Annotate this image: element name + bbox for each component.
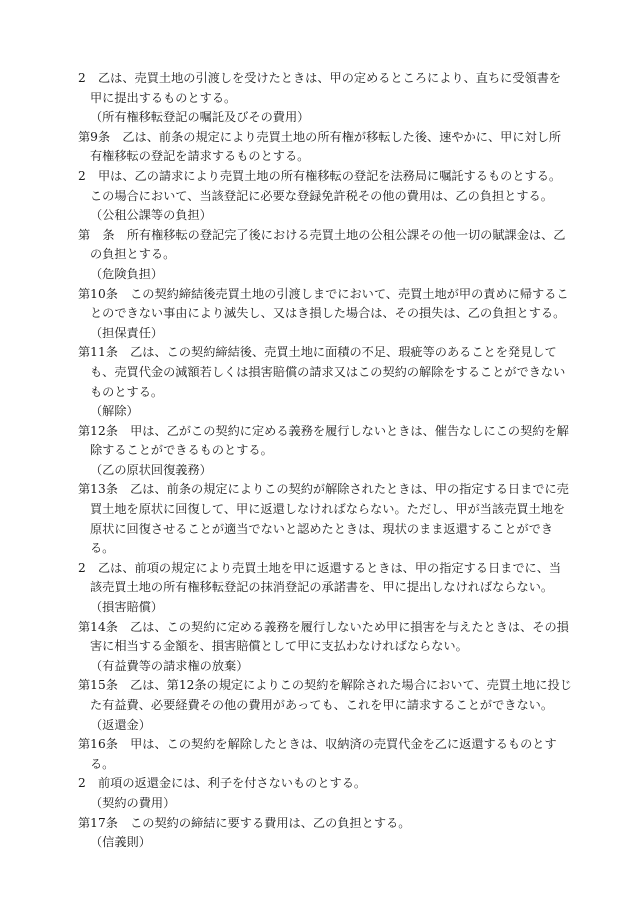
sub-paragraph — [78, 559, 572, 598]
number-gap — [118, 287, 130, 301]
article-clause — [78, 343, 572, 402]
sub-paragraph — [78, 774, 572, 794]
clause-text: 甲は、乙の請求により売買土地の所有権移転の登記を法務局に嘱託するものとする。この場合において、当該登記に必要な登録免許税その他の費用は、乙の負担とする。 — [90, 168, 562, 203]
article-heading: （信義則） — [90, 835, 151, 850]
clause-text: 乙は、前項の規定により売買土地を甲に返還するときは、甲の指定する日までに、当該売買土地の所有権移転登記の抹消登記の承諾書を、甲に提出しなければならない。 — [90, 560, 562, 595]
clause-text: 所有権移転の登記完了後における売買土地の公租公課その他一切の賦課金は、乙の負担とする。 — [90, 227, 566, 262]
clause-text: この契約締結後売買土地の引渡しまでにおいて、売買土地が甲の責めに帰することのできない事由により滅失し、又はき損した場合は、その損失は、乙の負担とする。 — [90, 286, 569, 321]
clause-text: 前項の返還金には、利子を付さないものとする。 — [97, 776, 367, 791]
clause-text: 乙は、前条の規定によりこの契約が解除されたときは、甲の指定する日までに売買土地を原状に回復して、甲に返還しなければならない。ただし、甲が当該売買土地を原状に回復させることが適当でないと認めたときは、現状のまま返還することができる。 — [90, 482, 569, 556]
paragraph-number: 2 — [78, 71, 86, 85]
number-gap — [118, 482, 130, 496]
article-number: 第 条 — [78, 227, 115, 242]
article-heading: （有益費等の請求権の放棄） — [90, 658, 249, 673]
number-gap — [118, 678, 130, 692]
clause-text: 乙は、この契約に定める義務を履行しないため甲に損害を与えたときは、その損害に相当する金額を、損害賠償として甲に支払わなければならない。 — [90, 619, 569, 654]
clause-text: 甲は、この契約を解除したときは、収納済の売買代金を乙に返還するものとする。 — [90, 737, 557, 771]
article-number: 第9条 — [78, 129, 111, 144]
number-gap — [86, 71, 98, 85]
article-clause — [78, 480, 572, 558]
article-heading: （解除） — [90, 404, 139, 419]
article-heading: （返還金） — [90, 717, 151, 732]
article-number: 第15条 — [78, 678, 118, 693]
contract-body — [78, 69, 572, 853]
sub-paragraph — [78, 167, 572, 206]
number-gap — [86, 776, 98, 790]
article-clause — [78, 735, 572, 774]
article-heading: （契約の費用） — [90, 795, 176, 810]
clause-text: 乙は、第12条の規定によりこの契約を解除された場合において、売買土地に投じた有益費、必要経費その他の費用があっても、これを甲に請求することができない。 — [90, 678, 572, 712]
article-heading: （所有権移転登記の嘱託及びその費用） — [90, 110, 310, 125]
number-gap — [118, 424, 130, 438]
clause-text: 乙は、この契約締結後、売買土地に面積の不足、瑕疵等のあることを発見しても、売買代金の減額若しくは損害賠償の請求又はこの契約の解除をすることができないものとする。 — [90, 345, 566, 399]
number-gap — [86, 169, 98, 183]
article-number: 第13条 — [78, 482, 118, 497]
article-clause — [78, 422, 572, 461]
article-number: 第14条 — [78, 619, 118, 634]
number-gap — [118, 737, 130, 751]
article-heading: （担保責任） — [90, 325, 164, 340]
article-number: 第12条 — [78, 423, 118, 438]
clause-text: 乙は、売買土地の引渡しを受けたときは、甲の定めるところにより、直ちに受領書を甲に提出するものとする。 — [90, 71, 562, 105]
article-heading: （損害賠償） — [90, 600, 164, 615]
article-number: 第16条 — [78, 737, 118, 752]
article-clause — [78, 618, 572, 657]
article-heading: （乙の原状回復義務） — [90, 462, 212, 477]
number-gap — [118, 345, 130, 359]
clause-text: 甲は、乙がこの契約に定める義務を履行しないときは、催告なしにこの契約を解除することができるものとする。 — [90, 423, 569, 458]
number-gap — [118, 620, 130, 634]
paragraph-number: 2 — [78, 560, 86, 575]
article-clause — [78, 814, 572, 834]
number-gap — [86, 561, 98, 575]
number-gap — [110, 130, 122, 144]
paragraph-number: 2 — [78, 776, 86, 791]
article-number: 第17条 — [78, 815, 118, 830]
sub-paragraph — [78, 69, 572, 108]
number-gap — [115, 228, 127, 242]
article-clause — [78, 285, 572, 324]
clause-text: 乙は、前条の規定により売買土地の所有権が移転した後、速やかに、甲に対し所有権移転の登記を請求するものとする。 — [90, 129, 562, 164]
paragraph-number: 2 — [78, 168, 86, 183]
article-number: 第11条 — [78, 345, 118, 360]
article-heading: （公租公課等の負担） — [90, 208, 212, 223]
number-gap — [118, 816, 130, 830]
article-heading: （危険負担） — [90, 266, 164, 281]
clause-text: この契約の締結に要する費用は、乙の負担とする。 — [130, 815, 411, 830]
article-clause — [78, 226, 572, 265]
article-clause — [78, 676, 572, 715]
article-clause — [78, 128, 572, 167]
article-number: 第10条 — [78, 286, 118, 301]
